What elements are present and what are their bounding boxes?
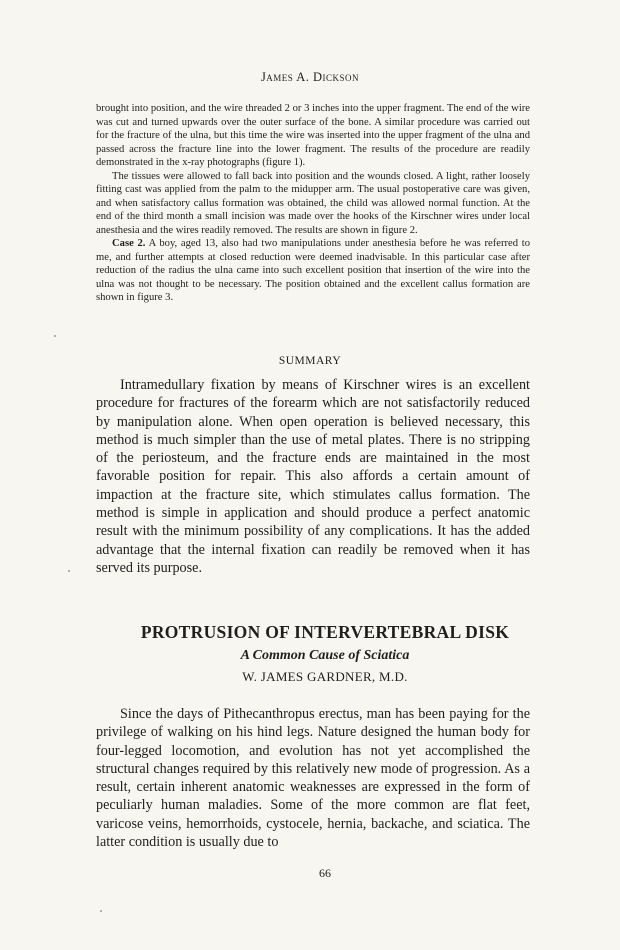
case-2-label: Case 2. (112, 238, 146, 249)
running-head: James A. Dickson (260, 70, 360, 84)
top-text-block (96, 102, 530, 305)
summary-block (96, 376, 530, 577)
article-title: PROTRUSION OF INTERVERTEBRAL DISK (140, 622, 510, 642)
paragraph-postoperative: The tissues were allowed to fall back into position and the wounds closed. A light, rather loosely fitting cast was applied from the palm to the midupper arm. The usual postoperative care was given, and when satisfactory callus formation was obtained, the child was allowed normal function. At the end of the third month a small incision was made over the hooks of the Kirschner wires under local anesthesia and the wires readily removed. The results are shown in figure 2. (96, 170, 530, 236)
case-2-text: A boy, aged 13, also had two manipulations under anesthesia before he was referred to me, and further attempts at closed reduction were deemed inadvisable. In this particular case after reduction of the radius the ulna came into such excellent position that insertion of the wire into the ulna was not thought to be necessary. The position obtained and the excellent callus formation are shown in figure 3. (96, 238, 530, 303)
scan-speck (54, 335, 56, 337)
paragraph-continuation: brought into position, and the wire threaded 2 or 3 inches into the upper fragment. The end of the wire was cut and turned upwards over the outer surface of the bone. A similar procedure was carried out for the fracture of the ulna, but this time the wire was inserted into the upper fragment of the ulna and passed across the fracture line into the lower fragment. The results of the procedure are readily demonstrated in the x-ray photographs (figure 1). (96, 103, 530, 168)
summary-heading: SUMMARY (278, 355, 342, 367)
page-number: 66 (319, 866, 331, 880)
article-author: W. JAMES GARDNER, M.D. (242, 669, 408, 684)
scan-speck (100, 910, 102, 912)
summary-paragraph: Intramedullary fixation by means of Kirschner wires is an excellent procedure for fractures of the forearm which are not satisfactorily reduced by manipulation alone. When open operation is believed necessary, this method is much simpler than the use of metal plates. There is no stripping of the periosteum, and the fracture ends are maintained in the most favorable position for repair. This also affords a certain amount of impaction at the fracture site, which stimulates callus formation. The method is simple in application and should produce a perfect anatomic result with the minimum possibility of any complications. It has the added advantage that the internal fixation can readily be removed when it has served its purpose. (96, 377, 530, 576)
paragraph-case-2 (96, 237, 530, 305)
article-subtitle: A Common Cause of Sciatica (240, 648, 410, 663)
article-body-block (96, 705, 530, 851)
scan-speck (68, 570, 70, 572)
article-body-paragraph: Since the days of Pithecanthropus erectus, man has been paying for the privilege of walking on his hind legs. Nature designed the human body for four-legged locomotion, and evolution has not yet accomplished the structural changes required by this relatively new mode of progression. As a result, certain inherent anatomic weaknesses are expressed in the form of peculiarly human maladies. Some of the more common are flat feet, varicose veins, hemorrhoids, cystocele, hernia, backache, and sciatica. The latter condition is usually due to (96, 706, 530, 851)
